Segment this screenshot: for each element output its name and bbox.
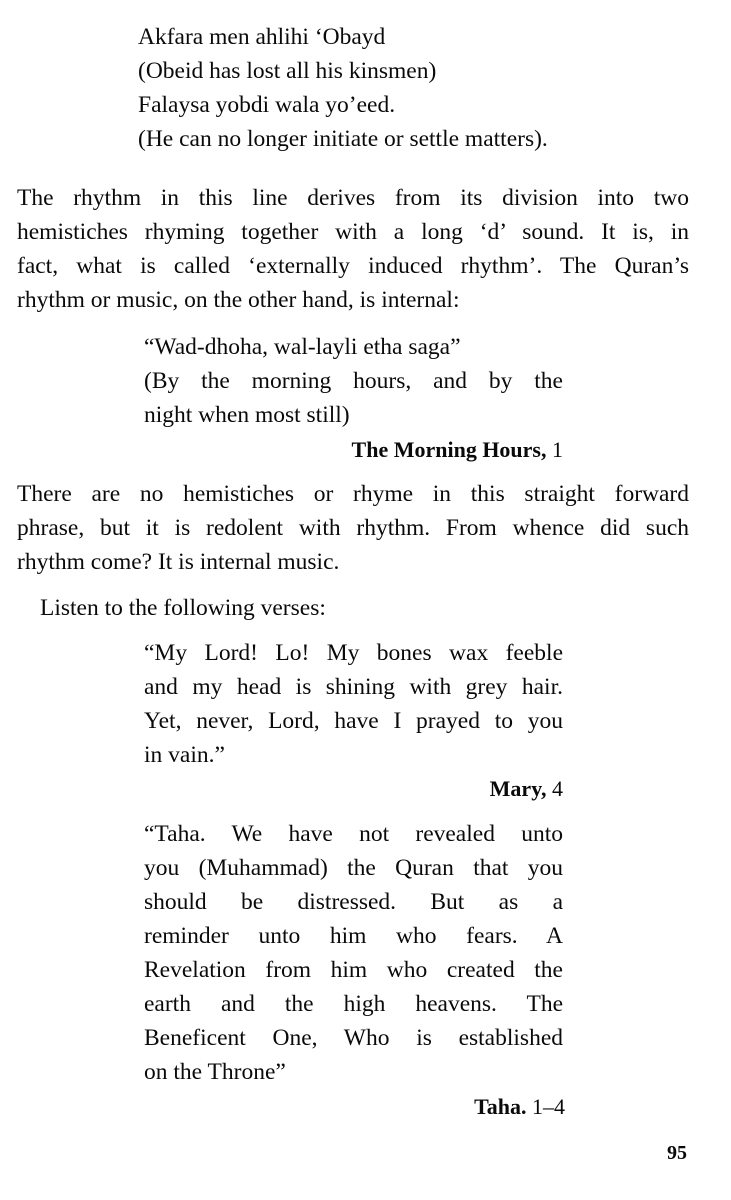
paragraph-line: The rhythm in this line derives from its division into two — [17, 185, 689, 211]
quote-line: you (Muhammad) the Quran that you — [144, 855, 563, 881]
citation-title: Taha. — [474, 1094, 527, 1119]
verse-line: Falaysa yobdi wala yo’eed. — [138, 92, 396, 118]
citation-ref: 1–4 — [532, 1094, 565, 1119]
quote-line: “Wad-dhoha, wal-layli etha saga” — [144, 334, 461, 360]
paragraph-line: fact, what is called ‘externally induced rhythm’. The Quran’s — [17, 253, 689, 279]
paragraph-line: hemistiches rhyming together with a long ‘d’ sound. It is, in — [17, 219, 689, 245]
citation-ref: 4 — [552, 776, 563, 801]
quote-line: earth and the high heavens. The — [144, 991, 563, 1017]
quote-line: reminder unto him who fears. A — [144, 923, 563, 949]
citation-mary — [490, 773, 563, 805]
paragraph-line: rhythm come? It is internal music. — [17, 549, 340, 575]
quote-line: and my head is shining with grey hair. — [144, 674, 563, 700]
paragraph-line: phrase, but it is redolent with rhythm. From whence did such — [17, 515, 689, 541]
quote-line: Yet, never, Lord, have I prayed to you — [144, 708, 563, 734]
verse-line: (He can no longer initiate or settle matters). — [138, 126, 548, 152]
quote-line: on the Throne” — [144, 1059, 286, 1085]
quote-line: (By the morning hours, and by the — [144, 368, 563, 394]
citation-ref: 1 — [552, 437, 563, 462]
citation-morning-hours — [352, 434, 563, 466]
citation-title: The Morning Hours, — [351, 437, 547, 462]
paragraph-line: rhythm or music, on the other hand, is internal: — [17, 287, 460, 313]
page-number: 95 — [667, 1142, 687, 1164]
verse-line: Akfara men ahlihi ‘Obayd — [138, 24, 386, 50]
quote-line: “Taha. We have not revealed unto — [144, 821, 563, 847]
quote-line: “My Lord! Lo! My bones wax feeble — [144, 640, 563, 666]
quote-line: in vain.” — [144, 742, 225, 768]
quote-line: should be distressed. But as a — [144, 889, 563, 915]
paragraph-line: There are no hemistiches or rhyme in this straight forward — [17, 481, 689, 507]
quote-line: night when most still) — [144, 402, 350, 428]
quote-line: Beneficent One, Who is established — [144, 1025, 563, 1051]
paragraph-listen: Listen to the following verses: — [40, 595, 326, 621]
citation-title: Mary, — [489, 776, 547, 801]
verse-line: (Obeid has lost all his kinsmen) — [138, 58, 437, 84]
citation-taha — [474, 1091, 565, 1123]
quote-line: Revelation from him who created the — [144, 957, 563, 983]
